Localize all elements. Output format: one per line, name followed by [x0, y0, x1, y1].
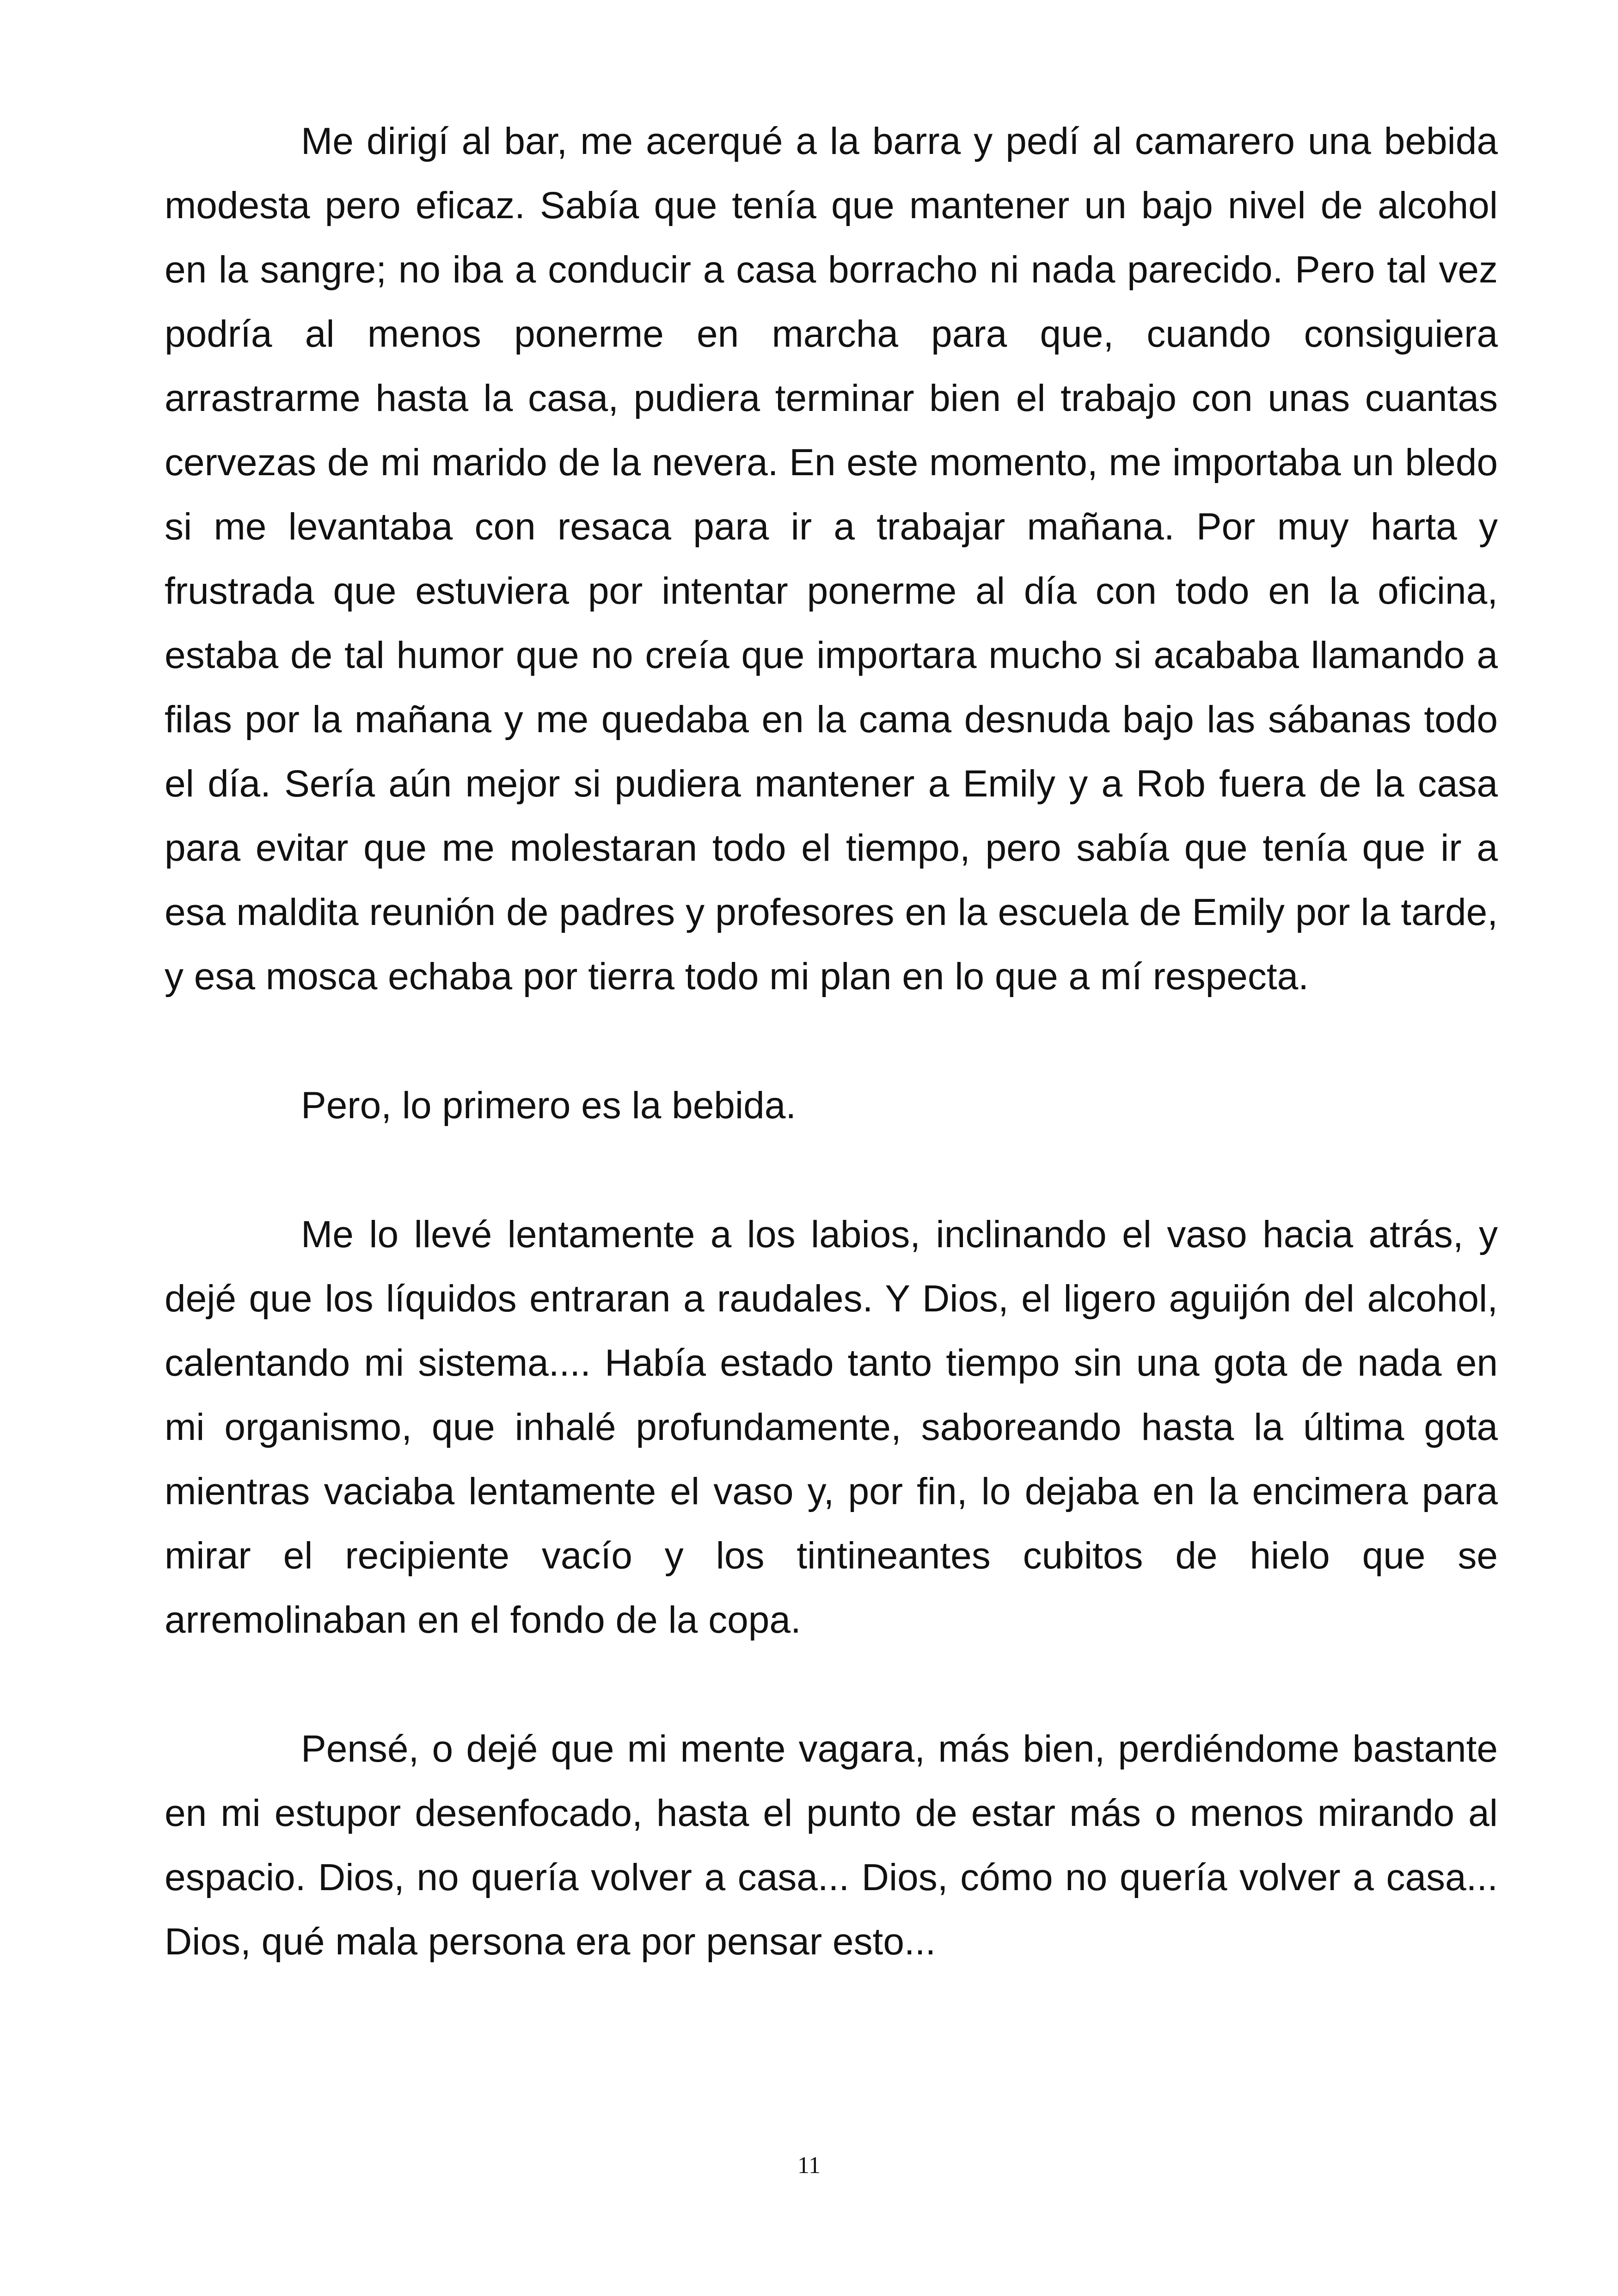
- body-text: [165, 109, 1498, 2039]
- paragraph-1: Me dirigí al bar, me acerqué a la barra y pedí al camarero una bebida modesta pero eficaz. Sabía que tenía que mantener un bajo nivel de alcohol en la sangre; no iba a conducir a casa borracho ni nada parecido. Pero tal vez podría al menos ponerme en marcha para que, cuando consiguiera arrastrarme hasta la casa, pudiera terminar bien el trabajo con unas cuantas cervezas de mi marido de la nevera. En este momento, me importaba un bledo si me levantaba con resaca para ir a trabajar mañana. Por muy harta y frustrada que estuviera por intentar ponerme al día con todo en la oficina, estaba de tal humor que no creía que importara mucho si acababa llamando a filas por la mañana y me quedaba en la cama desnuda bajo las sábanas todo el día. Sería aún mejor si pudiera mantener a Emily y a Rob fuera de la casa para evitar que me molestaran todo el tiempo, pero sabía que tenía que ir a esa maldita reunión de padres y profesores en la escuela de Emily por la tarde, y esa mosca echaba por tierra todo mi plan en lo que a mí respecta.: [165, 120, 1498, 998]
- paragraph-2: Pero, lo primero es la bebida.: [301, 1084, 797, 1127]
- paragraph-4: Pensé, o dejé que mi mente vagara, más bien, perdiéndome bastante en mi estupor desenfocado, hasta el punto de estar más o menos mirando al espacio. Dios, no quería volver a casa... Dios, cómo no quería volver a casa... Dios, qué mala persona era por pensar esto...: [165, 1728, 1498, 1963]
- paragraph-3: Me lo llevé lentamente a los labios, inclinando el vaso hacia atrás, y dejé que los líquidos entraran a raudales. Y Dios, el ligero aguijón del alcohol, calentando mi sistema.... Había estado tanto tiempo sin una gota de nada en mi organismo, que inhalé profundamente, saboreando hasta la última gota mientras vaciaba lentamente el vaso y, por fin, lo dejaba en la encimera para mirar el recipiente vacío y los tintineantes cubitos de hielo que se arremolinaban en el fondo de la copa.: [165, 1213, 1498, 1641]
- page-number: 11: [797, 2152, 821, 2179]
